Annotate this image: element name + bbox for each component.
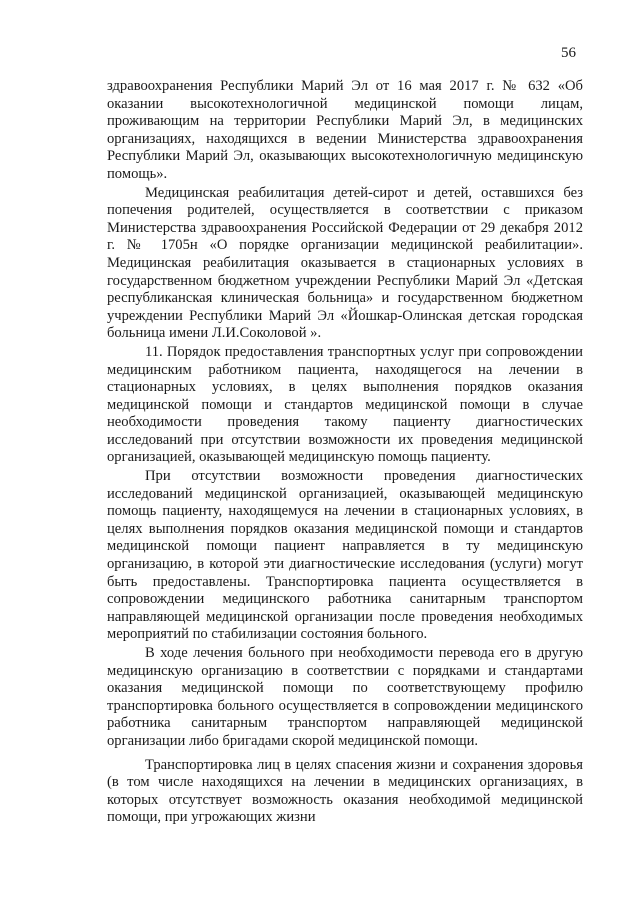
paragraph-continuation: здравоохранения Республики Марий Эл от 16 мая 2017 г. № 632 «Об оказании высокотехнологичной медицинской помощи лицам, проживающим на территории Республики Марий Эл, в медицинских организациях, находящихся в ведении Министерства здравоохранения Республики Марий Эл, оказывающих высокотехнологичную медицинскую помощь». xyxy=(107,78,583,182)
paragraph-section-11-heading: 11. Порядок предоставления транспортных услуг при сопровождении медицинским работником пациента, находящегося на лечении в стационарных условиях, в целях выполнения порядков оказания медицинской помощи и стандартов медицинской помощи в случае необходимости проведения такому пациенту диагностических исследований при отсутствии возможности их проведения медицинской организацией, оказывающей медицинскую помощь пациенту. xyxy=(107,343,583,466)
paragraph-diagnostics: При отсутствии возможности проведения диагностических исследований медицинской организацией, оказывающей медицинскую помощь пациенту, находящемуся на лечении в стационарных условиях, в целях выполнения порядков оказания медицинской помощи и стандартов медицинской помощи пациент направляется в ту медицинскую организацию, в которой эти диагностические исследования (услуги) могут быть предоставлены. Транспортировка пациента осуществляется в сопровождении медицинского работника санитарным транспортом направляющей медицинской организации после проведения необходимых мероприятий по стабилизации состояния больного. xyxy=(107,468,583,643)
document-body xyxy=(107,78,583,827)
page-number: 56 xyxy=(561,45,576,61)
paragraph-transfer: В ходе лечения больного при необходимости перевода его в другую медицинскую организацию в соответствии с порядками и стандартами оказания медицинской помощи по соответствующему профилю транспортировка больного осуществляется в сопровождении медицинского работника санитарным транспортом направляющей медицинской организации либо бригадами скорой медицинской помощи. xyxy=(107,645,583,749)
paragraph-transportation: Транспортировка лиц в целях спасения жизни и сохранения здоровья (в том числе находящихся на лечении в медицинских организациях, в которых отсутствует возможность оказания необходимой медицинской помощи, при угрожающих жизни xyxy=(107,756,583,826)
paragraph-rehabilitation: Медицинская реабилитация детей-сирот и детей, оставшихся без попечения родителей, осуществляется в соответствии с приказом Министерства здравоохранения Российской Федерации от 29 декабря 2012 г. № 1705н «О порядке организации медицинской реабилитации». Медицинская реабилитация оказывается в стационарных условиях в государственном бюджетном учреждении Республики Марий Эл «Детская республиканская клиническая больница» и государственном бюджетном учреждении Республики Марий Эл «Йошкар-Олинская детская городская больница имени Л.И.Соколовой ». xyxy=(107,184,583,342)
